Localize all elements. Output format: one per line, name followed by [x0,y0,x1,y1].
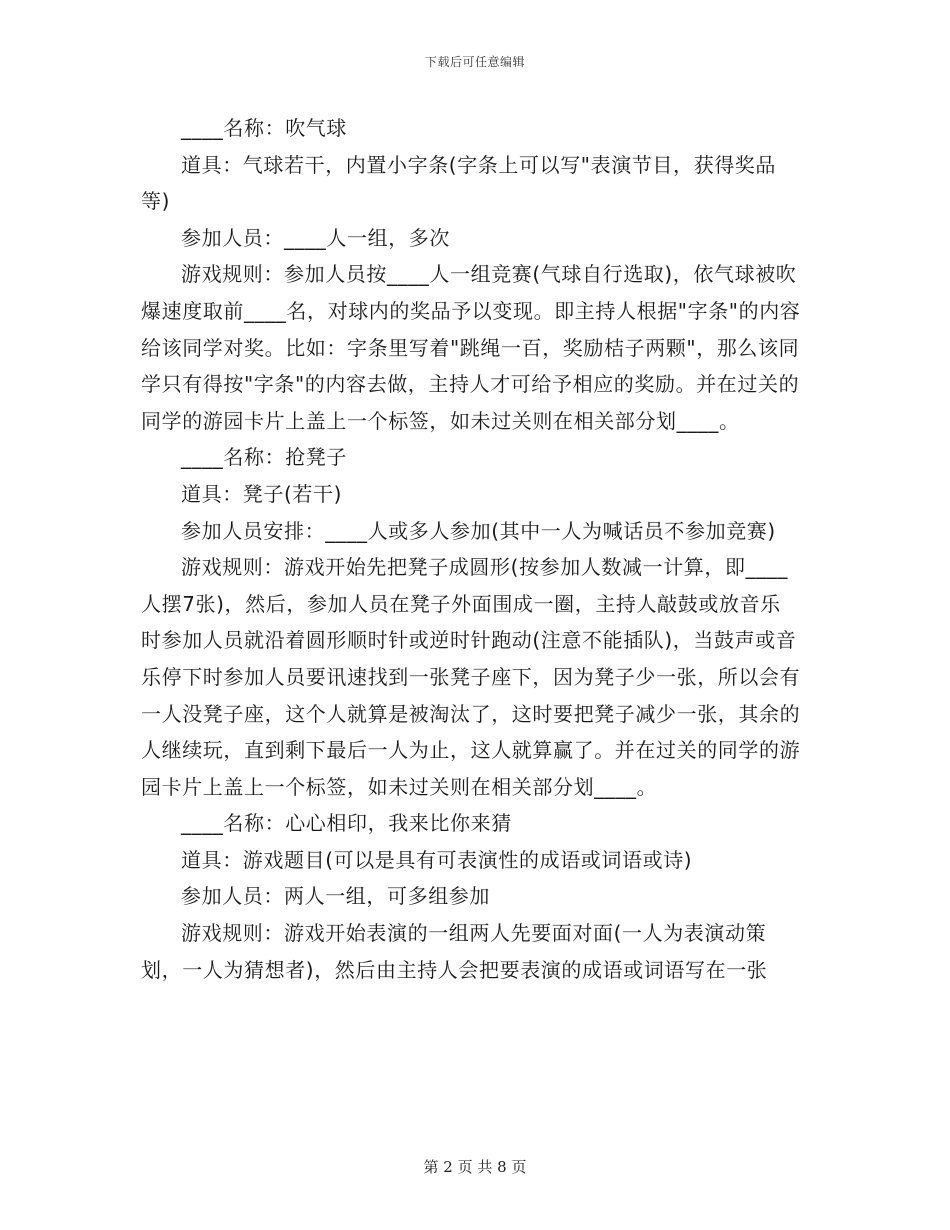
paragraph-game1-rules: 游戏规则：参加人员按____人一组竞赛(气球自行选取)，依气球被吹爆速度取前____名，对球内的奖品予以变现。即主持人根据"字条"的内容给该同学对奖。比如：字条里写着"跳绳一百，奖励桔子两颗"，那么该同学只有得按"字条"的内容去做，主持人才可给予相应的奖励。并在过关的同学的游园卡片上盖上一个标签，如未过关则在相关部分划____。 [141,262,801,433]
paragraph-game1-participants: 参加人员：____人一组，多次 [181,225,450,250]
paragraph-game3-participants: 参加人员：两人一组，可多组参加 [181,884,490,909]
page-header: 下载后可任意编辑 [424,55,525,69]
paragraph-game2-rules: 游戏规则：游戏开始先把凳子成圆形(按参加人数减一计算，即____人摆7张)，然后，参加人员在凳子外面围成一圈，主持人敲鼓或放音乐时参加人员就沿着圆形顺时针或逆时针跑动(注意不能插队)，当鼓声或音乐停下时参加人员要讯速找到一张凳子座下，因为凳子少一张，所以会有一人没凳子座，这个人就算是被淘汰了，这时要把凳子减少一张，其余的人继续玩，直到剩下最后一人为止，这人就算赢了。并在过关的同学的游园卡片上盖上一个标签，如未过关则在相关部分划____。 [141,555,801,799]
paragraph-game1-props: 道具：气球若干，内置小字条(字条上可以写"表演节目，获得奖品等) [141,152,777,214]
page-number: 第 2 页 共 8 页 [423,1158,527,1176]
paragraph-game2-props: 道具：凳子(若干) [181,481,343,506]
paragraph-game1-title: ____名称：吹气球 [181,116,347,140]
paragraph-game2-participants: 参加人员安排：____人或多人参加(其中一人为喊话员不参加竞赛) [181,518,776,543]
paragraph-game3-props: 道具：游戏题目(可以是具有可表演性的成语或词语或诗) [181,847,693,872]
document-body [141,110,801,988]
paragraph-game2-title: ____名称：抢凳子 [181,445,347,470]
paragraph-game3-title: ____名称：心心相印，我来比你来猜 [181,811,512,836]
paragraph-game3-rules: 游戏规则：游戏开始表演的一组两人先要面对面(一人为表演动策划，一人为猜想者)，然后由主持人会把要表演的成语或词语写在一张 [141,921,768,982]
